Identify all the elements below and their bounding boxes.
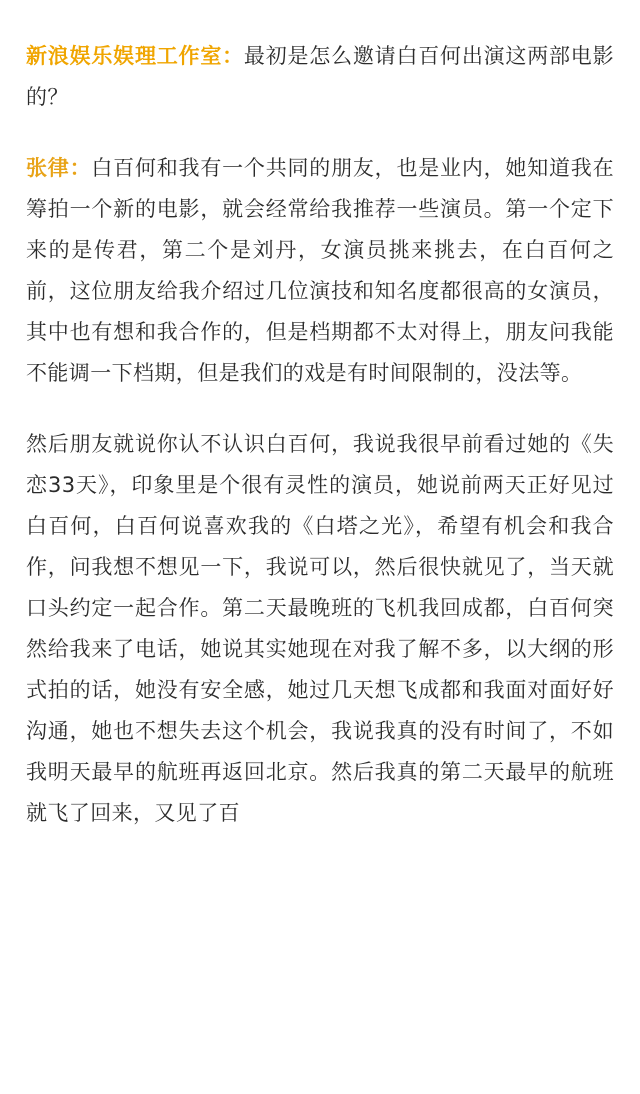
speaker-separator-interviewer: ： xyxy=(222,44,244,68)
answer-text-2: 然后朋友就说你认不认识白百何，我说我很早前看过她的《失恋33天》，印象里是个很有灵性的演员，她说前两天正好见过白百何，白百何说喜欢我的《白塔之光》，希望有机会和我合作，问我想不想见一下，我说可以，然后很快就见了，当天就口头约定一起合作。第二天最晚班的飞机我回成都，白百何突然给我来了电话，她说其实她现在对我了解不多，以大纲的形式拍的话，她没有安全感，她过几天想飞成都和我面对面好好沟通，她也不想失去这个机会，我说我真的没有时间了，不如我明天最早的航班再返回北京。然后我真的第二天最早的航班就飞了回来，又见了百 xyxy=(26,432,614,825)
question-text: 最初是怎么邀请白百何出演这两部电影的？ xyxy=(26,44,614,109)
speaker-separator-guest: ： xyxy=(69,156,92,180)
paragraph-answer-1 xyxy=(26,148,614,394)
paragraph-answer-2 xyxy=(26,424,614,834)
speaker-label-guest: 张律 xyxy=(26,156,70,180)
answer-text-1: 白百何和我有一个共同的朋友，也是业内，她知道我在筹拍一个新的电影，就会经常给我推荐一些演员。第一个定下来的是传君，第二个是刘丹，女演员挑来挑去，在白百何之前，这位朋友给我介绍过几位演技和知名度都很高的女演员，其中也有想和我合作的，但是档期都不太对得上，朋友问我能不能调一下档期，但是我们的戏是有时间限制的，没法等。 xyxy=(26,156,614,385)
paragraph-question xyxy=(26,36,614,118)
speaker-label-interviewer: 新浪娱乐娱理工作室 xyxy=(26,44,223,68)
